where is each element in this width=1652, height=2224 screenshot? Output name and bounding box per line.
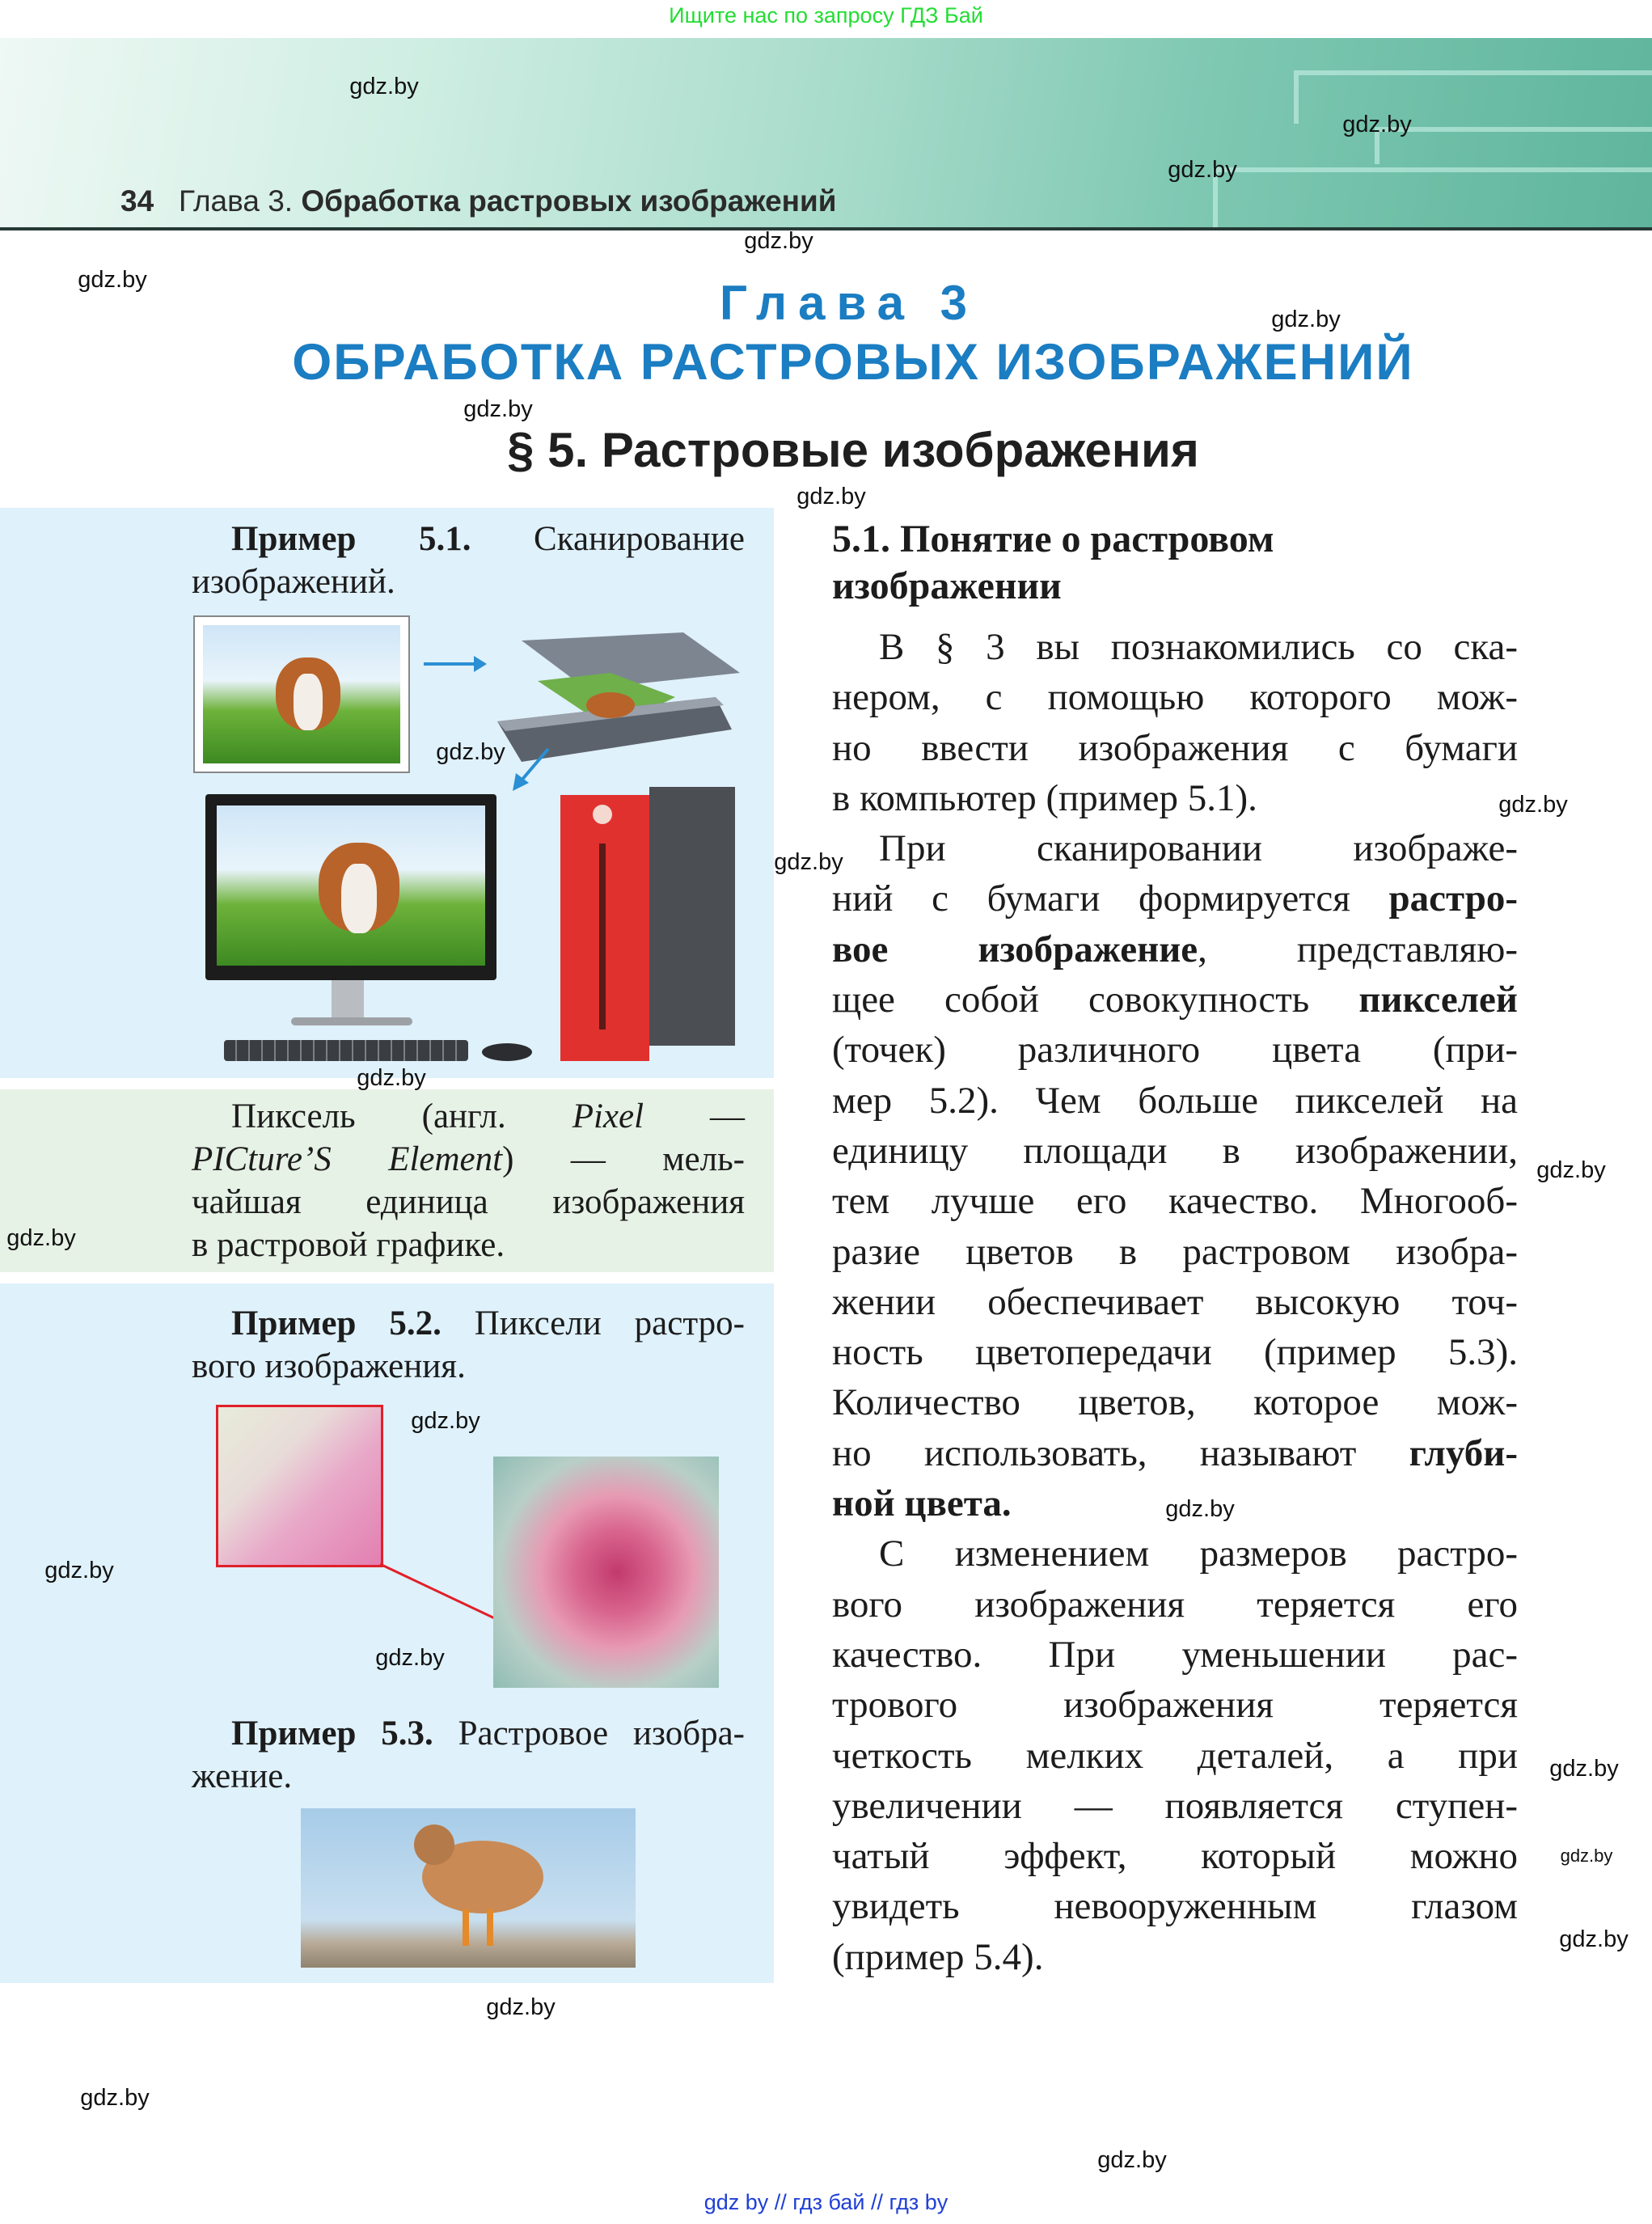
watermark: gdz.by bbox=[78, 267, 147, 293]
text-segment: Пример 5.1. bbox=[231, 520, 471, 558]
body-line bbox=[832, 1076, 1518, 1126]
monitor-base bbox=[291, 1017, 412, 1025]
example-5-3-caption bbox=[192, 1712, 745, 1798]
running-head-chapter: Глава 3. bbox=[179, 184, 294, 218]
watermark: gdz.by bbox=[375, 1645, 445, 1671]
text-segment: увидеть невооруженным глазом bbox=[832, 1885, 1518, 1928]
watermark: gdz.by bbox=[44, 1558, 114, 1583]
watermark: gdz.by bbox=[1097, 2147, 1167, 2173]
watermark: gdz.by bbox=[796, 484, 866, 509]
watermark: gdz.by bbox=[774, 849, 843, 875]
watermark: gdz.by bbox=[1560, 1846, 1613, 1866]
watermark: gdz.by bbox=[1342, 112, 1412, 137]
text-segment: четкость мелких деталей, а при bbox=[832, 1734, 1518, 1777]
text-segment: Пиксель (англ. bbox=[231, 1097, 572, 1135]
text-segment: трового изображения теряется bbox=[832, 1684, 1518, 1727]
search-hint-banner: Ищите нас по запросу ГДЗ Бай bbox=[669, 3, 983, 27]
body-line bbox=[832, 773, 1518, 823]
body-line bbox=[832, 1630, 1518, 1680]
body-line bbox=[832, 672, 1518, 722]
body-line bbox=[832, 1025, 1518, 1075]
text-segment: в компьютер (пример 5.1). bbox=[832, 776, 1257, 819]
text-segment: жении обеспечивает высокую точ- bbox=[832, 1280, 1518, 1323]
text-segment: изображений. bbox=[192, 563, 395, 601]
text-segment: растро- bbox=[1388, 877, 1518, 920]
text-line bbox=[192, 1138, 745, 1181]
body-line bbox=[832, 1680, 1518, 1730]
text-segment: качество. При уменьшении рас- bbox=[832, 1633, 1518, 1676]
text-line bbox=[192, 1302, 745, 1345]
subsection-heading-line: изображении bbox=[832, 564, 1062, 607]
body-line bbox=[832, 1731, 1518, 1781]
text-segment: Пример 5.2. bbox=[231, 1304, 442, 1342]
text-segment: вого изображения. bbox=[192, 1347, 466, 1385]
body-line bbox=[832, 1126, 1518, 1176]
text-segment: единицу площади в изображении, bbox=[832, 1129, 1518, 1172]
watermark: gdz.by bbox=[1498, 792, 1568, 818]
rose-photo bbox=[493, 1457, 719, 1688]
text-segment: увеличении — появляется ступен- bbox=[832, 1784, 1518, 1827]
text-segment: разие цветов в растровом изобра- bbox=[832, 1230, 1518, 1273]
text-segment: С изменением размеров растро- bbox=[879, 1533, 1518, 1575]
text-line bbox=[192, 1095, 745, 1138]
text-line bbox=[192, 1755, 745, 1798]
body-line bbox=[832, 924, 1518, 975]
watermark: gdz.by bbox=[744, 228, 813, 254]
body-line bbox=[832, 975, 1518, 1025]
watermark: gdz.by bbox=[6, 1225, 76, 1251]
watermark: gdz.by bbox=[1271, 307, 1341, 332]
page-number: 34 bbox=[120, 184, 154, 218]
body-line bbox=[832, 1377, 1518, 1427]
arrow-down-left-icon bbox=[509, 744, 555, 793]
text-segment: (пример 5.4). bbox=[832, 1935, 1044, 1978]
text-segment: (точек) различного цвета (при- bbox=[832, 1029, 1518, 1072]
running-head bbox=[120, 184, 837, 218]
text-segment: При сканировании изображе- bbox=[879, 827, 1518, 870]
body-line bbox=[832, 1327, 1518, 1377]
watermark: gdz.by bbox=[486, 1994, 556, 2020]
example-5-1-caption bbox=[192, 518, 745, 603]
text-line bbox=[192, 1224, 745, 1266]
body-line bbox=[832, 873, 1518, 924]
text-line bbox=[192, 1712, 745, 1755]
footer-links[interactable]: gdz by // гдз бай // гдз by bbox=[703, 2190, 949, 2214]
text-segment: ний с бумаги формируется bbox=[832, 877, 1389, 920]
arrow-right-icon bbox=[420, 652, 488, 676]
text-segment: чайшая единица изображения bbox=[192, 1183, 745, 1221]
text-segment: ) — мель- bbox=[502, 1140, 745, 1178]
text-segment: Pixel bbox=[572, 1097, 644, 1135]
body-line bbox=[832, 1781, 1518, 1831]
subsection-heading-line: 5.1. Понятие о растровом bbox=[832, 518, 1274, 560]
pixel-zoom-frame bbox=[216, 1405, 383, 1567]
text-segment: В § 3 вы познакомились со ска- bbox=[879, 626, 1518, 668]
pc-tower-image bbox=[560, 787, 735, 1061]
dog-photo bbox=[193, 615, 410, 773]
body-line bbox=[832, 1227, 1518, 1277]
pixel-definition bbox=[192, 1095, 745, 1266]
watermark: gdz.by bbox=[349, 74, 419, 99]
text-segment: пикселей bbox=[1358, 979, 1518, 1021]
text-segment: Пиксели растро- bbox=[441, 1304, 745, 1342]
text-segment: ной цвета. bbox=[832, 1482, 1012, 1525]
text-segment: Сканирование bbox=[471, 520, 745, 558]
zoom-connector-line bbox=[378, 1561, 508, 1626]
body-text bbox=[832, 622, 1518, 1982]
duck-photo bbox=[301, 1808, 636, 1968]
keyboard-image bbox=[224, 1040, 468, 1061]
body-line bbox=[832, 1881, 1518, 1931]
body-line bbox=[832, 622, 1518, 672]
text-segment: Количество цветов, которое мож- bbox=[832, 1381, 1518, 1424]
text-segment: , представляю- bbox=[1198, 928, 1518, 970]
chapter-number: Глава 3 bbox=[719, 276, 978, 330]
mouse-image bbox=[482, 1043, 532, 1061]
watermark: gdz.by bbox=[411, 1408, 480, 1434]
watermark: gdz.by bbox=[1549, 1756, 1619, 1782]
body-line bbox=[832, 1932, 1518, 1982]
watermark: gdz.by bbox=[1536, 1157, 1606, 1183]
running-head-title: Обработка растровых изображений bbox=[301, 184, 837, 218]
text-segment: тем лучше его качество. Многооб- bbox=[832, 1180, 1518, 1223]
section-title: § 5. Растровые изображения bbox=[507, 423, 1199, 477]
text-segment: жение. bbox=[192, 1757, 293, 1795]
body-line bbox=[832, 823, 1518, 873]
text-segment: нером, с помощью которого мож- bbox=[832, 676, 1518, 719]
monitor-stand bbox=[332, 980, 364, 1021]
text-segment: мер 5.2). Чем больше пикселей на bbox=[832, 1079, 1518, 1122]
text-segment: щее собой совокупность bbox=[832, 979, 1359, 1021]
body-line bbox=[832, 723, 1518, 773]
text-line bbox=[192, 518, 745, 560]
text-line bbox=[192, 560, 745, 603]
watermark: gdz.by bbox=[1168, 157, 1237, 183]
text-segment: в растровой графике. bbox=[192, 1226, 505, 1264]
body-line bbox=[832, 1831, 1518, 1881]
body-line bbox=[832, 1176, 1518, 1226]
text-line bbox=[192, 1345, 745, 1388]
text-segment: Растровое изобра- bbox=[433, 1715, 745, 1753]
monitor-image bbox=[205, 794, 496, 980]
text-segment: но ввести изображения с бумаги bbox=[832, 726, 1518, 769]
chapter-title: ОБРАБОТКА РАСТРОВЫХ ИЗОБРАЖЕНИЙ bbox=[292, 334, 1414, 391]
text-segment: вого изображения теряется его bbox=[832, 1583, 1518, 1626]
text-segment: — bbox=[644, 1097, 746, 1135]
text-segment: но использовать, называют bbox=[832, 1431, 1409, 1474]
text-segment: Пример 5.3. bbox=[231, 1715, 433, 1753]
watermark: gdz.by bbox=[1165, 1496, 1235, 1522]
watermark: gdz.by bbox=[463, 396, 533, 422]
text-segment: PICture’S Element bbox=[192, 1140, 503, 1178]
body-line bbox=[832, 1579, 1518, 1630]
watermark: gdz.by bbox=[357, 1065, 426, 1091]
example-5-2-caption bbox=[192, 1302, 745, 1388]
body-line bbox=[832, 1277, 1518, 1327]
watermark: gdz.by bbox=[80, 2085, 150, 2111]
text-line bbox=[192, 1181, 745, 1224]
text-segment: чатый эффект, который можно bbox=[832, 1835, 1518, 1878]
text-segment: ность цветопередачи (пример 5.3). bbox=[832, 1331, 1518, 1374]
text-segment: вое изображение bbox=[832, 928, 1198, 970]
watermark: gdz.by bbox=[436, 739, 505, 765]
subsection-heading bbox=[832, 516, 1274, 610]
body-line bbox=[832, 1428, 1518, 1478]
body-line bbox=[832, 1528, 1518, 1579]
watermark: gdz.by bbox=[1559, 1926, 1629, 1952]
text-segment: глуби- bbox=[1409, 1431, 1518, 1474]
